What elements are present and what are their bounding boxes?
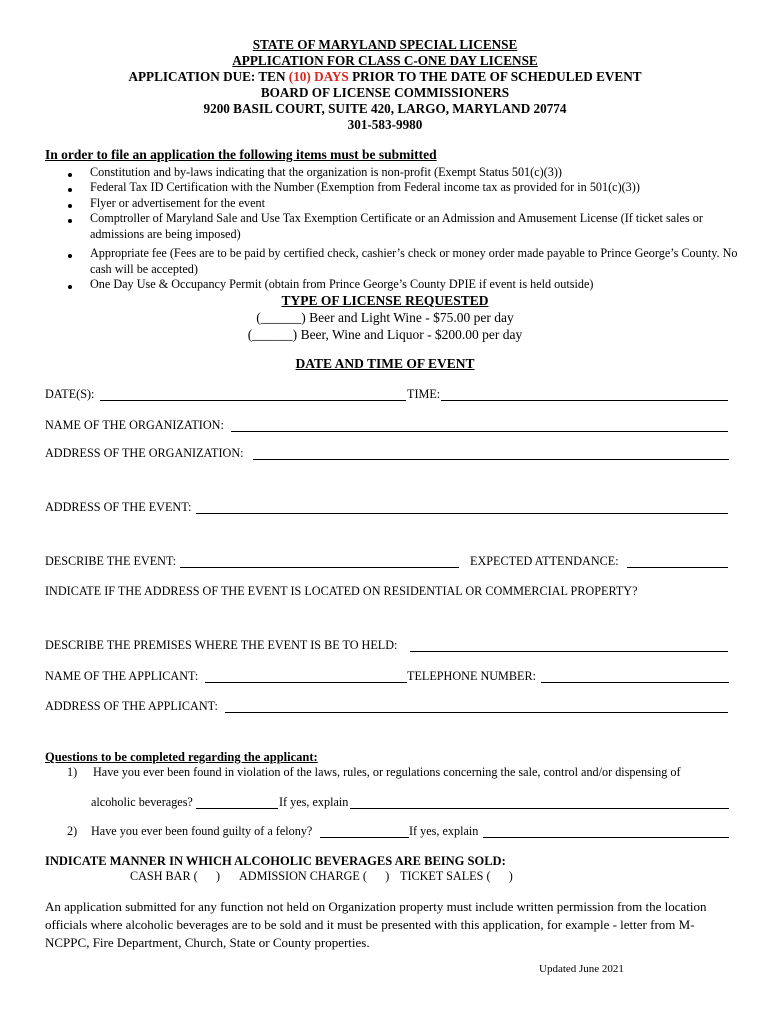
bullet	[68, 285, 72, 289]
ticket-sales-option[interactable]: TICKET SALES ( )	[400, 869, 513, 883]
question-2-number: 2)	[67, 824, 78, 838]
license-option-blank[interactable]: (______)	[256, 310, 306, 325]
due-days-highlight: (10) DAYS	[288, 69, 349, 84]
requirement-item: Appropriate fee (Fees are to be paid by certified check, cashier’s check or money order made payable to Prince George’s County. No cash will be accepted)	[90, 246, 738, 276]
applicant-address-label: ADDRESS OF THE APPLICANT:	[45, 699, 218, 713]
applicant-name-field[interactable]	[205, 682, 407, 683]
requirement-item: Comptroller of Maryland Sale and Use Tax Exemption Certificate or an Admission and Amusement License (If ticket sales or admissions are being imposed)	[90, 211, 703, 241]
org-address-label: ADDRESS OF THE ORGANIZATION:	[45, 446, 244, 460]
cash-bar-option[interactable]: CASH BAR ( )	[130, 869, 221, 883]
applicant-address-field[interactable]	[225, 712, 728, 713]
premises-label: DESCRIBE THE PREMISES WHERE THE EVENT IS BE TO HELD:	[45, 638, 398, 652]
header-line-6: 301-583-9980	[347, 117, 423, 132]
requirement-item: Constitution and by-laws indicating that the organization is non-profit (Exempt Status 501(c)(3))	[90, 165, 562, 179]
applicant-name-label: NAME OF THE APPLICANT:	[45, 669, 199, 683]
question-1-text: Have you ever been found in violation of the laws, rules, or regulations concerning the sale, control and/or dispensing of	[93, 765, 681, 779]
header-line-3	[0, 69, 770, 85]
header-line-5: 9200 BASIL COURT, SUITE 420, LARGO, MARYLAND 20774	[203, 101, 567, 116]
question-2-text: Have you ever been found guilty of a felony?	[91, 824, 313, 838]
license-option-label: Beer and Light Wine - $75.00 per day	[305, 310, 514, 325]
event-address-field[interactable]	[196, 513, 728, 514]
property-question: INDICATE IF THE ADDRESS OF THE EVENT IS LOCATED ON RESIDENTIAL OR COMMERCIAL PROPERTY?	[45, 584, 638, 598]
time-field[interactable]	[441, 400, 728, 401]
bullet	[68, 254, 72, 258]
license-option-liquor	[0, 327, 770, 343]
question-1-explain-label: If yes, explain	[279, 795, 349, 809]
question-2-explain-label: If yes, explain	[409, 824, 479, 838]
telephone-field[interactable]	[541, 682, 729, 683]
due-text-rest: PRIOR TO THE DATE OF SCHEDULED EVENT	[348, 69, 642, 84]
due-text: APPLICATION DUE: TEN	[128, 69, 289, 84]
bullet	[68, 219, 72, 223]
header-line-4: BOARD OF LICENSE COMMISSIONERS	[260, 85, 510, 100]
permission-note: An application submitted for any function not held on Organization property must include written permission from the location officials where alcoholic beverages are to be sold and it must be presented with this application, for example - letter from M-NCPPC, Fire Department, Church, State or County properties.	[45, 899, 707, 950]
question-2-answer-field[interactable]	[320, 837, 409, 838]
header-line-2: APPLICATION FOR CLASS C-ONE DAY LICENSE	[232, 53, 538, 68]
admission-charge-option[interactable]: ADMISSION CHARGE ( )	[239, 869, 390, 883]
license-heading: TYPE OF LICENSE REQUESTED	[281, 293, 489, 308]
dates-label: DATE(S):	[45, 387, 95, 401]
bullet	[68, 204, 72, 208]
license-option-blank[interactable]: (______)	[247, 327, 298, 342]
manner-heading: INDICATE MANNER IN WHICH ALCOHOLIC BEVERAGES ARE BEING SOLD:	[45, 854, 506, 868]
question-1-number: 1)	[67, 765, 78, 779]
time-label: TIME:	[407, 387, 441, 401]
license-option-label: Beer, Wine and Liquor - $200.00 per day	[297, 327, 523, 342]
premises-field[interactable]	[410, 651, 728, 652]
org-address-field[interactable]	[253, 459, 729, 460]
telephone-label: TELEPHONE NUMBER:	[407, 669, 536, 683]
updated-date: Updated June 2021	[539, 963, 624, 975]
question-1-continued: alcoholic beverages?	[91, 795, 193, 809]
bullet	[68, 173, 72, 177]
event-heading: DATE AND TIME OF EVENT	[295, 356, 475, 371]
questions-heading: Questions to be completed regarding the applicant:	[45, 750, 318, 764]
question-1-answer-field[interactable]	[196, 808, 278, 809]
header-line-1: STATE OF MARYLAND SPECIAL LICENSE	[252, 37, 518, 52]
event-address-label: ADDRESS OF THE EVENT:	[45, 500, 192, 514]
requirement-item: Flyer or advertisement for the event	[90, 196, 265, 210]
question-1-explain-field[interactable]	[350, 808, 729, 809]
describe-event-label: DESCRIBE THE EVENT:	[45, 554, 177, 568]
org-name-field[interactable]	[231, 431, 728, 432]
question-2-explain-field[interactable]	[483, 837, 729, 838]
dates-field[interactable]	[100, 400, 406, 401]
attendance-label: EXPECTED ATTENDANCE:	[470, 554, 619, 568]
requirement-item: One Day Use & Occupancy Permit (obtain from Prince George’s County DPIE if event is held outside)	[90, 277, 594, 291]
org-name-label: NAME OF THE ORGANIZATION:	[45, 418, 224, 432]
requirement-item: Federal Tax ID Certification with the Number (Exemption from Federal income tax as provided for in 501(c)(3))	[90, 180, 640, 194]
describe-event-field[interactable]	[180, 567, 459, 568]
license-option-beer-wine	[0, 310, 770, 326]
attendance-field[interactable]	[627, 567, 728, 568]
requirements-heading: In order to file an application the following items must be submitted	[45, 147, 437, 162]
bullet	[68, 188, 72, 192]
